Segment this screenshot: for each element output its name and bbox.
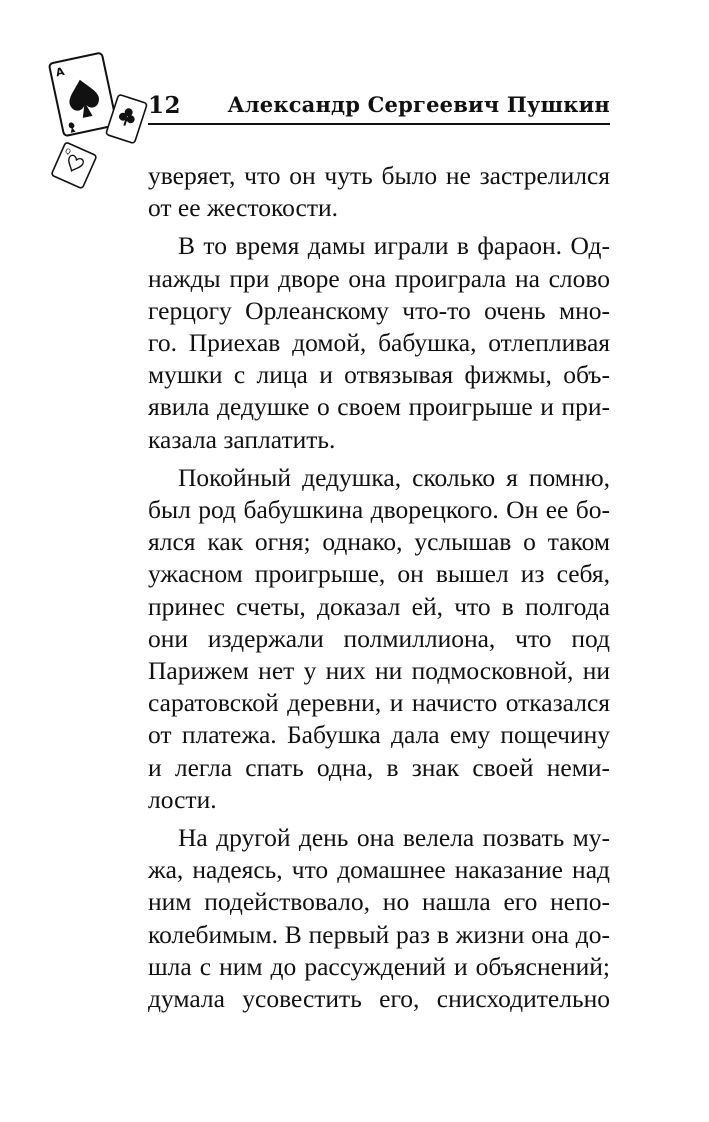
text-line: шла с ним до рассуждений и объяснений; (148, 951, 610, 981)
text-line: от платежа. Бабушка дала ему пощечину (148, 720, 610, 750)
text-line: ним подействовало, но нашла его непо- (148, 887, 610, 917)
text-line: уверяет, что он чуть было не застрелился (148, 161, 610, 190)
header-rule (148, 123, 610, 125)
text-line: колебимым. В первый раз в жизни она до- (148, 919, 610, 949)
text-line: был род бабушкина дворецкого. Он ее бо- (148, 495, 610, 525)
running-title: Александр Сергеевич Пушкин (227, 92, 610, 117)
text-line: и легла спать одна, в знак своей неми- (148, 752, 610, 782)
page-number: 12 (148, 92, 182, 119)
body-text (148, 160, 610, 1015)
paragraph (148, 822, 610, 1015)
text-line: казала заплатить. (148, 424, 336, 454)
text-line: явила дедушке о своем проигрыше и при- (148, 392, 610, 422)
text-line: саратовской деревни, и начисто отказался (148, 688, 610, 718)
text-line: мушки с лица и отвязывая фижмы, объ- (148, 360, 610, 390)
text-line: Парижем нет у них ни подмосковной, ни (148, 656, 610, 686)
text-line: от ее жестокости. (148, 193, 339, 223)
text-line: герцогу Орлеанскому что-то очень мно- (148, 295, 610, 325)
text-line: жа, надеясь, что домашнее наказание над (148, 855, 610, 885)
svg-text:Q: Q (63, 146, 72, 157)
text-line: В то время дамы играли в фараон. Од- (178, 231, 610, 261)
text-line: принес счеты, доказал ей, что в полгода (148, 591, 610, 621)
text-line: Покойный дедушка, сколько я помню, (178, 462, 610, 492)
text-line: На другой день она велела позвать му- (178, 823, 610, 853)
paragraph (148, 230, 610, 455)
text-line: го. Приехав домой, бабушка, отлепливая (148, 328, 610, 358)
paragraph (148, 160, 610, 224)
text-line: они издержали полмиллиона, что под (148, 623, 610, 653)
paragraph (148, 462, 610, 816)
text-line: ялся как огня; однако, услышав о таком (148, 527, 610, 557)
svg-text:A: A (54, 64, 66, 80)
text-line: лости. (148, 784, 217, 814)
playing-cards-icon (40, 50, 150, 190)
text-line: нажды при дворе она проиграла на слово (148, 263, 610, 293)
text-line: ужасном проигрыше, он вышел из себя, (148, 559, 610, 589)
text-line: думала усовестить его, снисходительно (148, 984, 610, 1014)
page-header (148, 92, 610, 126)
